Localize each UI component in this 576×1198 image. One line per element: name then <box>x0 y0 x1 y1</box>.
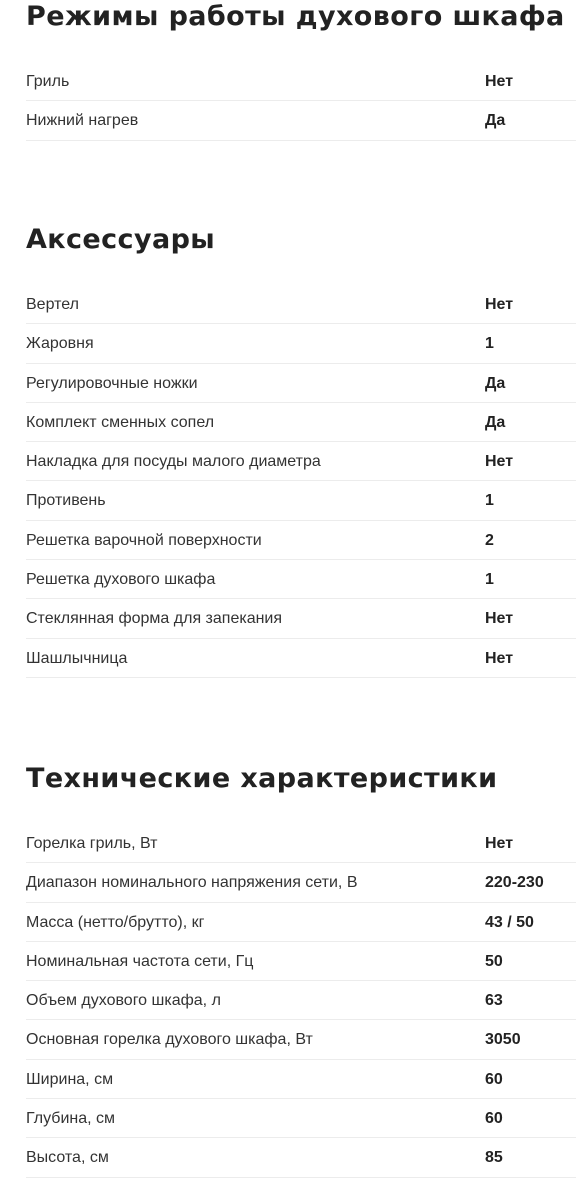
spec-value: 43 / 50 <box>485 913 534 931</box>
section-oven-modes <box>26 0 576 130</box>
spec-value: Да <box>485 413 506 431</box>
spec-name: Масса (нетто/брутто), кг <box>26 913 205 931</box>
spec-row <box>26 364 576 403</box>
spec-name: Объем духового шкафа, л <box>26 992 221 1010</box>
spec-list <box>26 824 576 1178</box>
spec-row <box>26 560 576 599</box>
spec-row <box>26 1060 576 1099</box>
section-title: Режимы работы духового шкафа <box>26 1 565 32</box>
spec-name: Противень <box>26 492 106 510</box>
spec-row <box>26 403 576 442</box>
spec-value: Нет <box>485 610 514 628</box>
spec-list <box>26 285 576 678</box>
spec-name: Ширина, см <box>26 1070 114 1088</box>
spec-value: Да <box>485 374 506 392</box>
spec-name: Горелка гриль, Вт <box>26 835 158 852</box>
spec-row <box>26 942 576 981</box>
spec-value: Нет <box>485 649 514 667</box>
spec-name: Шашлычница <box>26 649 128 667</box>
spec-row <box>26 639 576 678</box>
spec-value: Нет <box>485 296 514 313</box>
spec-name: Решетка духового шкафа <box>26 571 216 589</box>
spec-value: 85 <box>485 1149 503 1167</box>
spec-row <box>26 62 576 101</box>
spec-row <box>26 1020 576 1059</box>
spec-row <box>26 824 576 863</box>
spec-value: 3050 <box>485 1031 521 1049</box>
spec-name: Накладка для посуды малого диаметра <box>26 453 321 471</box>
spec-name: Комплект сменных сопел <box>26 413 215 431</box>
spec-row <box>26 521 576 560</box>
spec-name: Решетка варочной поверхности <box>26 531 262 549</box>
spec-name: Стеклянная форма для запекания <box>26 610 283 628</box>
spec-value: 1 <box>485 335 494 353</box>
spec-row <box>26 481 576 520</box>
spec-value: 60 <box>485 1070 503 1088</box>
spec-name: Регулировочные ножки <box>26 374 198 392</box>
spec-list <box>26 62 576 141</box>
spec-row <box>26 324 576 363</box>
spec-name: Гриль <box>26 73 70 90</box>
spec-row <box>26 442 576 481</box>
spec-value: 220-230 <box>485 874 544 892</box>
spec-value: Нет <box>485 73 514 90</box>
spec-value: 1 <box>485 492 494 510</box>
spec-row <box>26 1138 576 1177</box>
spec-name: Высота, см <box>26 1149 109 1167</box>
spec-value: Нет <box>485 453 514 471</box>
spec-name: Жаровня <box>26 335 94 353</box>
spec-row <box>26 285 576 324</box>
spec-value: Да <box>485 112 506 130</box>
spec-value: 63 <box>485 992 503 1010</box>
spec-name: Глубина, см <box>26 1110 116 1128</box>
spec-name: Основная горелка духового шкафа, Вт <box>26 1031 313 1049</box>
spec-row <box>26 981 576 1020</box>
section-accessories <box>26 223 576 667</box>
spec-value: 60 <box>485 1110 503 1128</box>
spec-row <box>26 863 576 902</box>
section-title: Аксессуары <box>26 224 216 255</box>
spec-row <box>26 599 576 638</box>
spec-value: Нет <box>485 835 514 852</box>
spec-row <box>26 903 576 942</box>
spec-row <box>26 101 576 140</box>
spec-row <box>26 1099 576 1138</box>
spec-value: 50 <box>485 952 503 970</box>
spec-name: Нижний нагрев <box>26 112 139 130</box>
spec-value: 2 <box>485 531 494 549</box>
spec-name: Диапазон номинального напряжения сети, В <box>26 874 358 892</box>
spec-name: Номинальная частота сети, Гц <box>26 952 254 970</box>
spec-name: Вертел <box>26 296 79 313</box>
spec-value: 1 <box>485 571 494 589</box>
section-tech-specs <box>26 762 576 1167</box>
section-title: Технические характеристики <box>26 763 498 794</box>
